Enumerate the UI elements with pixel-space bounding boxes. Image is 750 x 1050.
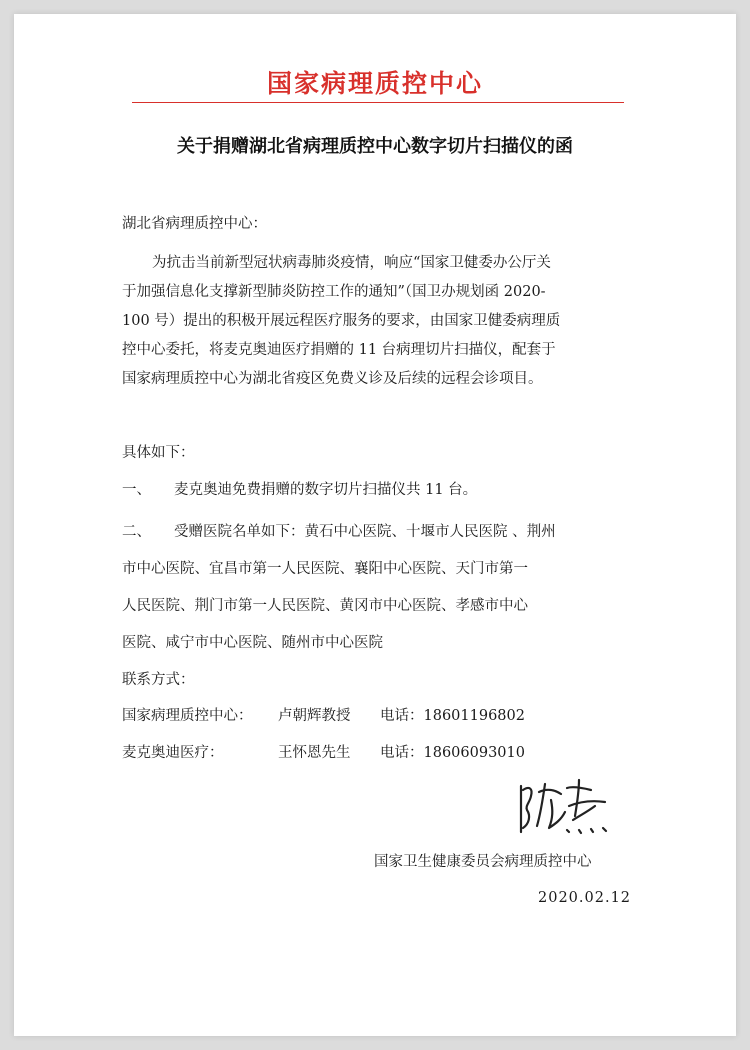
list-item <box>122 478 477 499</box>
letterhead-title: 国家病理质控中心 <box>266 69 483 98</box>
list-item-text: 人民医院、荆门市第一人民医院、黄冈市中心医院、孝感市中心 <box>122 598 528 614</box>
contact-phone: 电话：18601196802 <box>380 708 525 724</box>
contact-label: 联系方式： <box>122 672 195 688</box>
contact-org: 国家病理质控中心： <box>122 708 253 724</box>
salutation: 湖北省病理质控中心： <box>122 216 267 232</box>
main-paragraph <box>122 249 634 394</box>
list-item-text: 受赠医院名单如下：黄石中心医院、十堰市人民医院 、荆州 <box>174 524 556 540</box>
signing-date: 2020.02.12 <box>538 890 632 906</box>
paragraph-line: 于加强信息化支撑新型肺炎防控工作的通知”（国卫办规划函 2020- <box>122 284 546 300</box>
contact-phone: 电话：18606093010 <box>380 745 525 761</box>
list-item-number: 一、 <box>122 482 151 498</box>
list-item-number: 二、 <box>122 524 151 540</box>
contact-row <box>122 704 525 725</box>
list-item-text: 市中心医院、宜昌市第一人民医院、襄阳中心医院、天门市第一 <box>122 561 528 577</box>
paragraph-line: 100 号）提出的积极开展远程医疗服务的要求，由国家卫健委病理质 <box>122 313 561 329</box>
letter-title: 关于捐赠湖北省病理质控中心数字切片扫描仪的函 <box>177 136 573 157</box>
list-item-text: 医院、咸宁市中心医院、随州市中心医院 <box>122 635 383 651</box>
letterhead-divider <box>132 102 624 103</box>
list-item-text: 麦克奥迪免费捐赠的数字切片扫描仪共 11 台。 <box>174 482 478 498</box>
contact-row <box>122 741 525 762</box>
handwritten-signature <box>509 776 619 838</box>
contact-person: 卢朝辉教授 <box>278 708 351 724</box>
contact-person: 王怀恩先生 <box>278 745 351 761</box>
letter-page <box>14 14 736 1036</box>
list-item <box>122 514 556 662</box>
paragraph-line: 控中心委托，将麦克奥迪医疗捐赠的 11 台病理切片扫描仪，配套于 <box>122 342 556 358</box>
paragraph-line: 国家病理质控中心为湖北省疫区免费义诊及后续的远程会诊项目。 <box>122 371 543 387</box>
paragraph-line: 为抗击当前新型冠状病毒肺炎疫情，响应“国家卫健委办公厅关 <box>152 255 551 271</box>
details-label: 具体如下： <box>122 445 195 461</box>
contact-org: 麦克奥迪医疗： <box>122 745 224 761</box>
signing-organization: 国家卫生健康委员会病理质控中心 <box>374 854 592 870</box>
